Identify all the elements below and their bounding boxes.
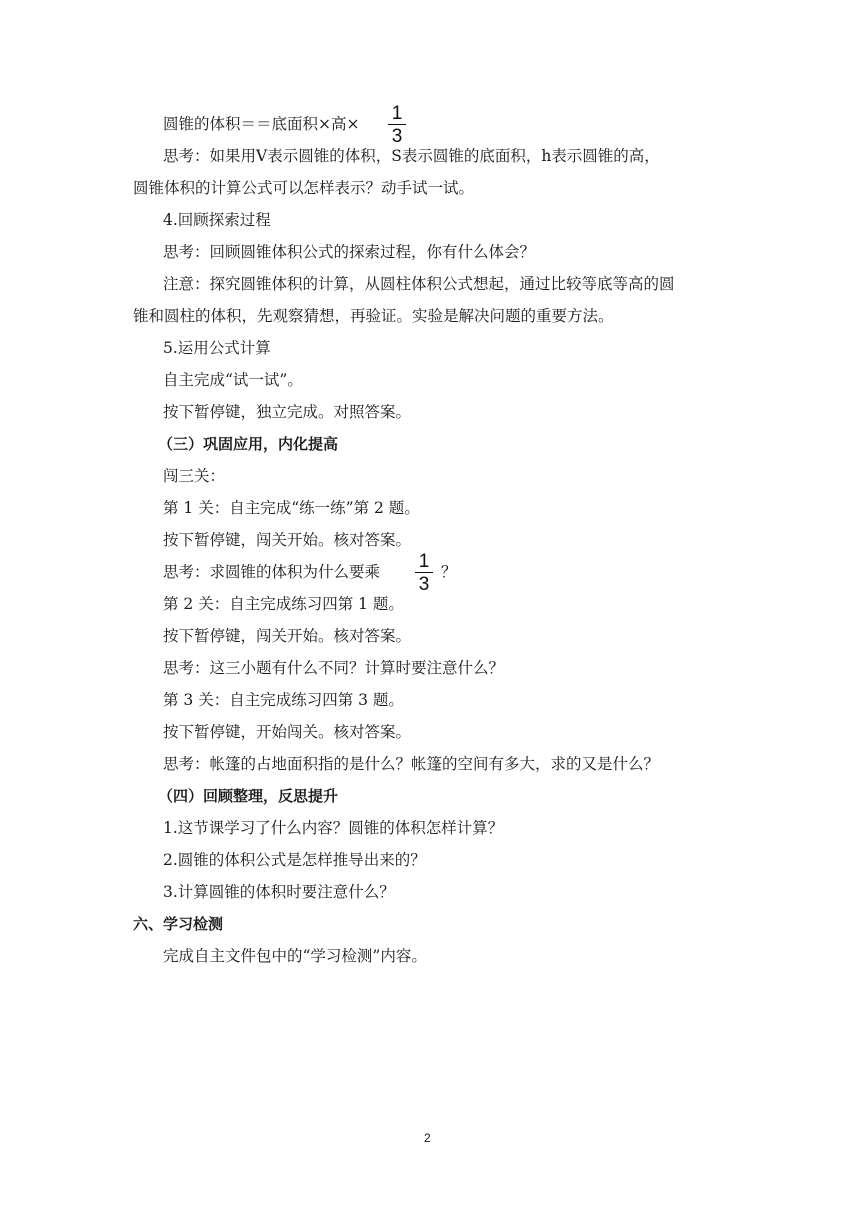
paragraph-line: 自主完成“试一试”。 — [163, 371, 303, 389]
fraction-bar — [415, 572, 433, 573]
fraction-numerator: 1 — [391, 103, 403, 124]
paragraph-line: 1.这节课学习了什么内容？圆锥的体积怎样计算？ — [163, 819, 504, 837]
paragraph-line: 2.圆锥的体积公式是怎样推导出来的？ — [163, 851, 426, 869]
paragraph-line: 3.计算圆锥的体积时要注意什么？ — [163, 883, 395, 901]
paragraph-line: 锥和圆柱的体积，先观察猜想，再验证。实验是解决问题的重要方法。 — [133, 307, 614, 325]
paragraph-line: 思考：回顾圆锥体积公式的探索过程，你有什么体会？ — [163, 243, 536, 261]
fraction-denominator: 3 — [391, 126, 403, 148]
paragraph-line: 按下暂停键，闯关开始。核对答案。 — [163, 531, 412, 549]
paragraph-line: 思考：这三小题有什么不同？计算时要注意什么？ — [163, 659, 505, 677]
paragraph-line: 按下暂停键，闯关开始。核对答案。 — [163, 627, 412, 645]
page-number: 2 — [424, 1131, 431, 1145]
paragraph-line: 注意：探究圆锥体积的计算，从圆柱体积公式想起，通过比较等底等高的圆 — [163, 275, 675, 293]
subheading: 4.回顾探索过程 — [163, 211, 271, 229]
paragraph-line: 思考：帐篷的占地面积指的是什么？帐篷的空间有多大，求的又是什么？ — [163, 755, 660, 773]
section-heading: （三）巩固应用，内化提高 — [158, 435, 339, 453]
question-mark: ？ — [441, 563, 457, 581]
subheading: 5.运用公式计算 — [163, 339, 271, 357]
paragraph-line: 思考：求圆锥的体积为什么要乘 — [163, 563, 381, 581]
paragraph-line: 第 1 关：自主完成“练一练”第 2 题。 — [163, 499, 420, 517]
paragraph-line: 按下暂停键，独立完成。对照答案。 — [163, 403, 412, 421]
paragraph-line: 按下暂停键，开始闯关。核对答案。 — [163, 723, 412, 741]
chapter-heading: 六、学习检测 — [133, 915, 224, 933]
paragraph-line: 圆锥体积的计算公式可以怎样表示？动手试一试。 — [133, 179, 475, 197]
paragraph-line: 第 2 关：自主完成练习四第 1 题。 — [163, 595, 404, 613]
fraction-one-third-1 — [388, 104, 406, 146]
fraction-bar — [388, 124, 406, 125]
fraction-one-third-2 — [415, 552, 433, 594]
section-heading: （四）回顾整理，反思提升 — [158, 787, 339, 805]
fraction-denominator: 3 — [418, 574, 430, 596]
paragraph-line: 完成自主文件包中的“学习检测”内容。 — [163, 947, 427, 965]
fraction-numerator: 1 — [418, 551, 430, 572]
paragraph-line: 闯三关： — [163, 467, 226, 485]
paragraph-line: 第 3 关：自主完成练习四第 3 题。 — [163, 691, 404, 709]
paragraph-line: 思考：如果用Ⅴ表示圆锥的体积，S表示圆锥的底面积，h表示圆锥的高， — [163, 147, 660, 165]
formula-text: 圆锥的体积＝＝底面积×高× — [163, 115, 360, 133]
